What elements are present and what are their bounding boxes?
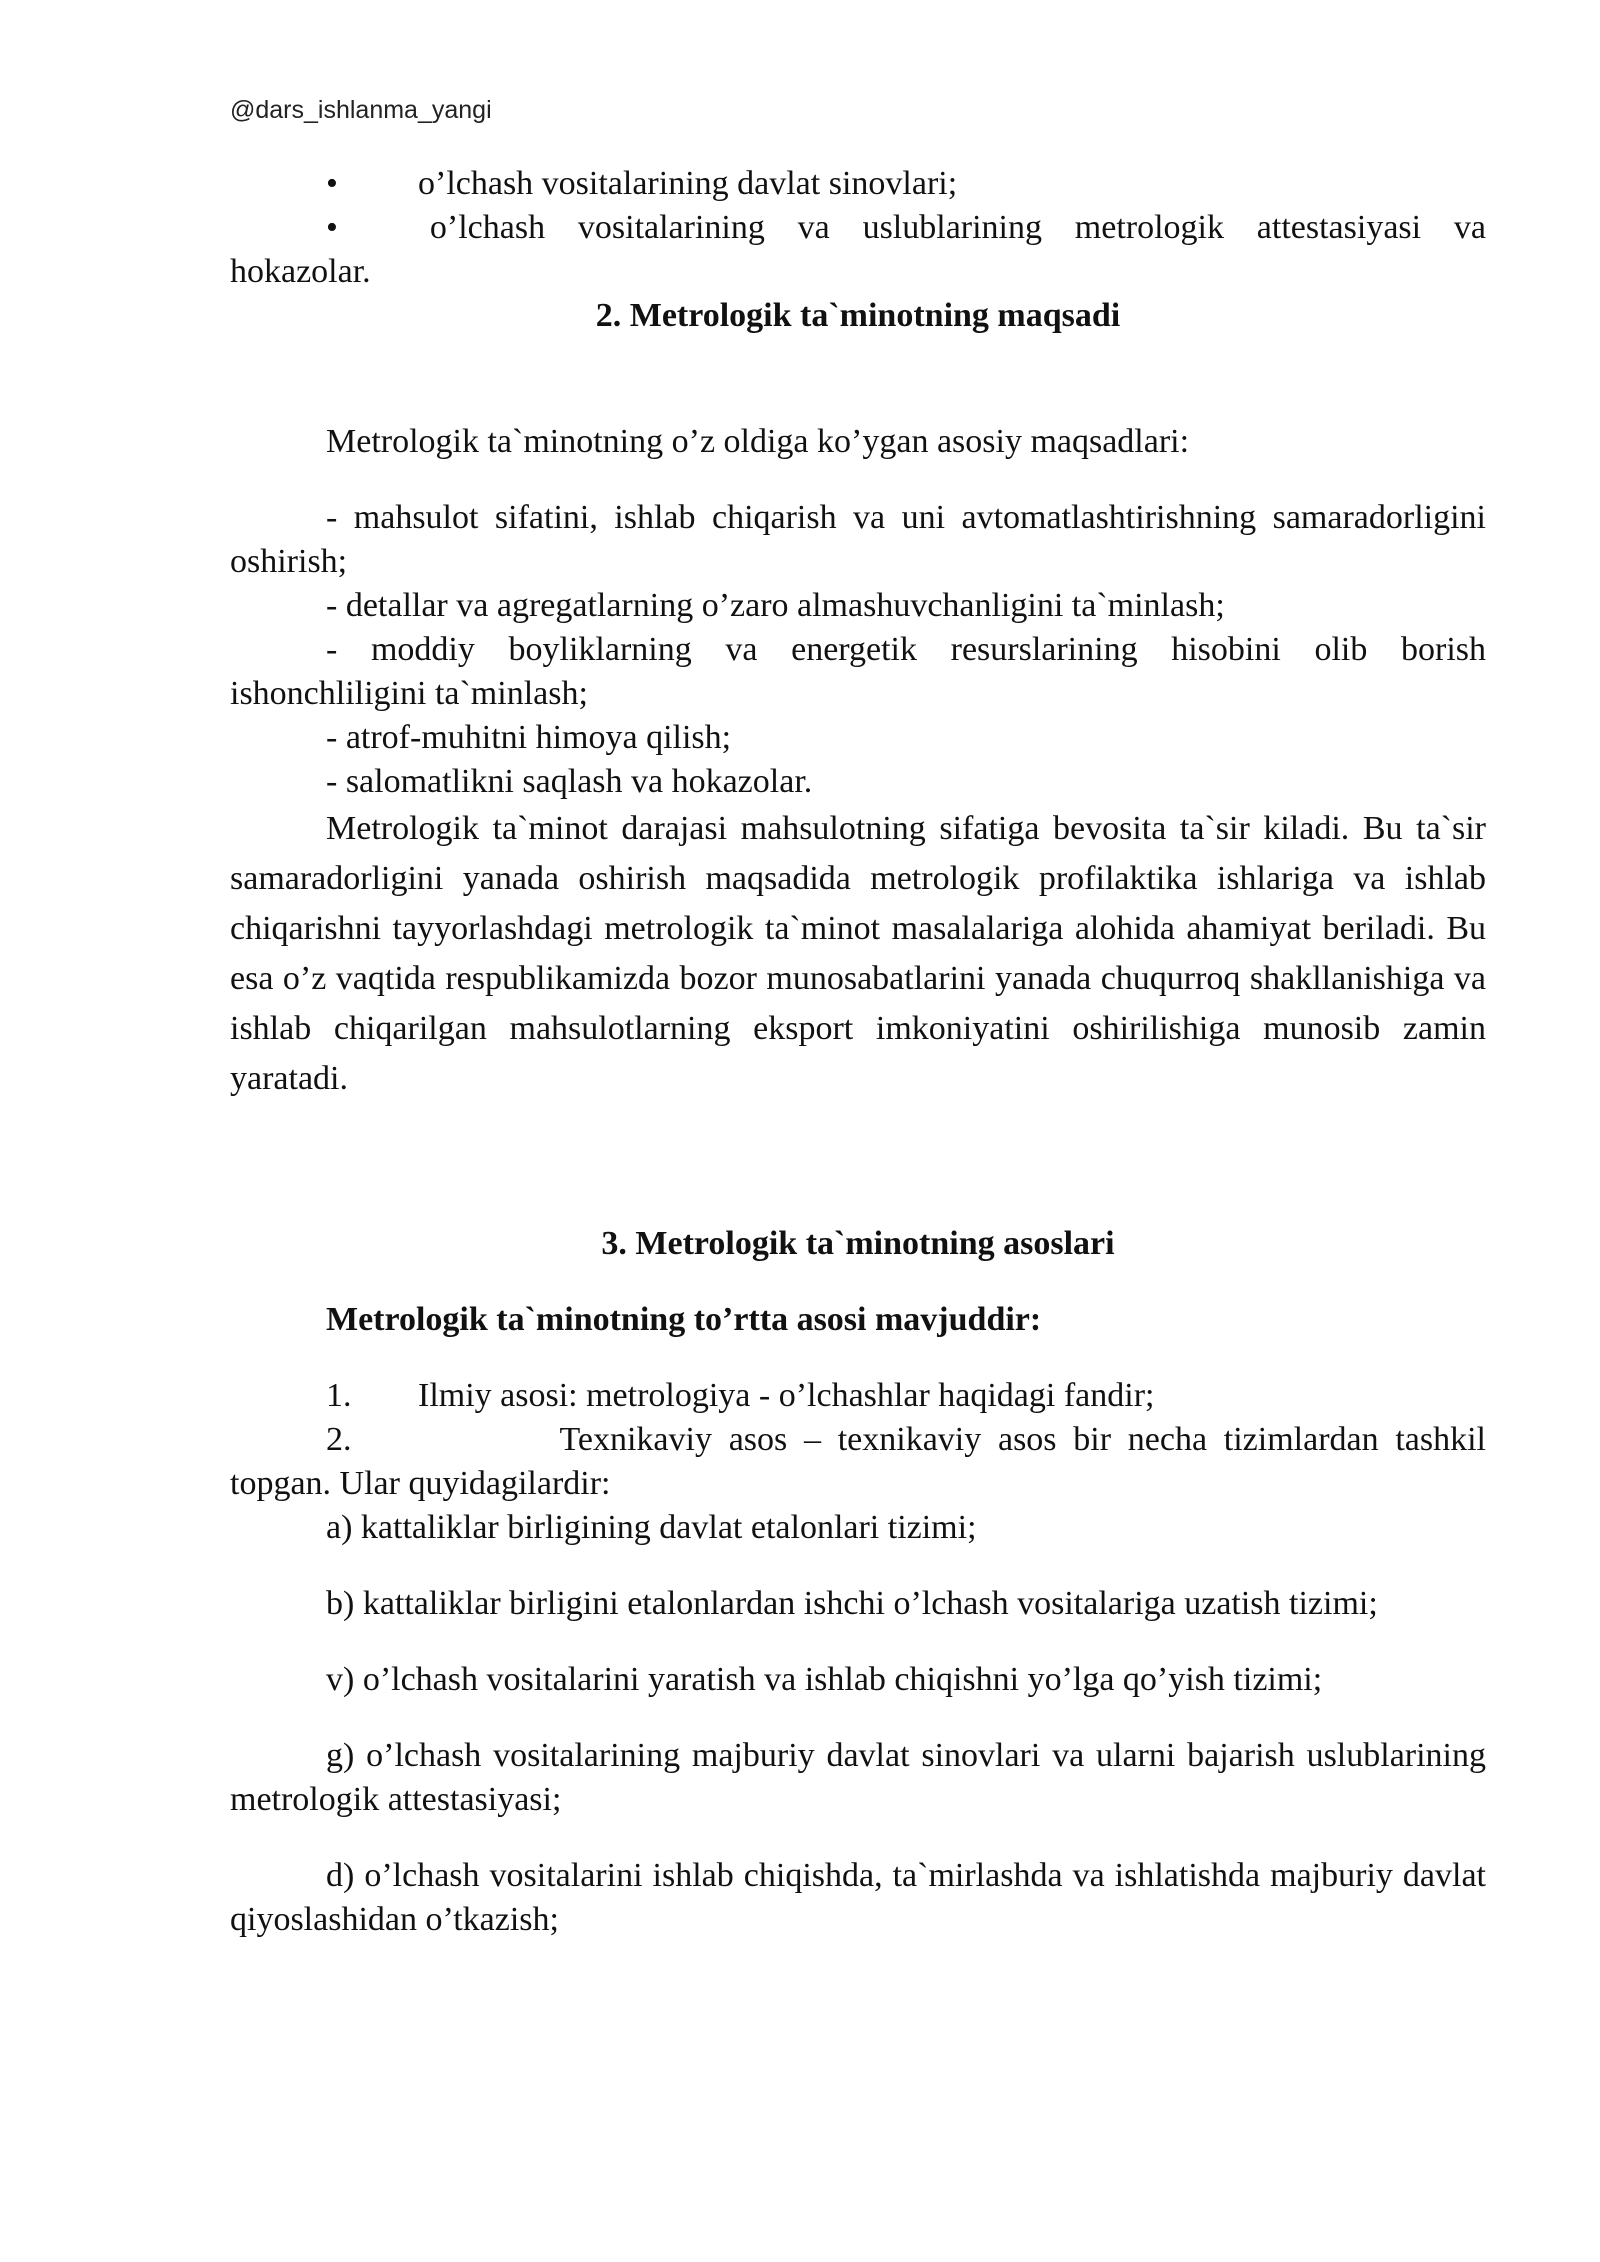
document-body bbox=[230, 162, 1486, 1942]
section-heading: 2. Metrologik ta`minotning maqsadi bbox=[595, 297, 1121, 334]
bullet-item bbox=[230, 206, 1486, 294]
list-item: - detallar va agregatlarning o’zaro almashuvchanligini ta`minlash; bbox=[326, 587, 1225, 624]
item-text: Texnikaviy asos – texnikaviy asos bir necha tizimlardan tashkil topgan. Ular quyidagilardir: bbox=[230, 1421, 1486, 1502]
bullet-text: o’lchash vositalarining davlat sinovlari; bbox=[418, 165, 958, 202]
item-number: 2. bbox=[326, 1421, 352, 1458]
item-text: Ilmiy asosi: metrologiya - o’lchashlar haqidagi fandir; bbox=[418, 1377, 1155, 1414]
sub-item: g) o’lchash vositalarining majburiy davlat sinovlari va ularni bajarish uslublarining metrologik attestasiyasi; bbox=[230, 1737, 1486, 1818]
bullet-mark: • bbox=[326, 165, 338, 202]
numbered-item bbox=[230, 1418, 1486, 1506]
numbered-item bbox=[230, 1374, 1486, 1418]
bullet-text: o’lchash vositalarining va uslublarining metrologik attestasiyasi va hokazolar. bbox=[230, 209, 1486, 290]
sub-item: a) kattaliklar birligining davlat etalonlari tizimi; bbox=[326, 1509, 977, 1546]
section-subheading: Metrologik ta`minotning to’rtta asosi mavjuddir: bbox=[326, 1301, 1042, 1338]
channel-header: @dars_ishlanma_yangi bbox=[230, 96, 492, 124]
section-heading: 3. Metrologik ta`minotning asoslari bbox=[601, 1225, 1115, 1262]
bullet-item bbox=[230, 162, 1486, 206]
sub-item: b) kattaliklar birligini etalonlardan ishchi o’lchash vositalariga uzatish tizimi; bbox=[326, 1585, 1378, 1622]
sub-item: d) o’lchash vositalarini ishlab chiqishda, ta`mirlashda va ishlatishda majburiy davlat qiyoslashidan o’tkazish; bbox=[230, 1857, 1486, 1938]
section-intro: Metrologik ta`minotning o’z oldiga ko’ygan asosiy maqsadlari: bbox=[326, 423, 1190, 460]
list-item: - moddiy boyliklarning va energetik resurslarining hisobini olib borish ishonchliligini ta`minlash; bbox=[230, 631, 1486, 712]
body-paragraph: Metrologik ta`minot darajasi mahsulotning sifatiga bevosita ta`sir kiladi. Bu ta`sir samaradorligini yanada oshirish maqsadida metrologik profilaktika ishlariga va ishlab chiqarishni tayyorlashdagi metrologik ta`minot masalalariga alohida ahamiyat beriladi. Bu esa o’z vaqtida respublikamizda bozor munosabatlarini yanada chuqurroq shakllanishiga va ishlab chiqarilgan mahsulotlarning eksport imkoniyatini oshirilishiga munosib zamin yaratadi. bbox=[230, 810, 1486, 1097]
list-item: - mahsulot sifatini, ishlab chiqarish va uni avtomatlashtirishning samaradorligini oshirish; bbox=[230, 499, 1486, 580]
sub-item: v) o’lchash vositalarini yaratish va ishlab chiqishni yo’lga qo’yish tizimi; bbox=[326, 1661, 1323, 1698]
list-item: - salomatlikni saqlash va hokazolar. bbox=[326, 763, 813, 800]
list-item: - atrof-muhitni himoya qilish; bbox=[326, 719, 732, 756]
bullet-mark: • bbox=[326, 209, 338, 246]
item-number: 1. bbox=[326, 1377, 352, 1414]
